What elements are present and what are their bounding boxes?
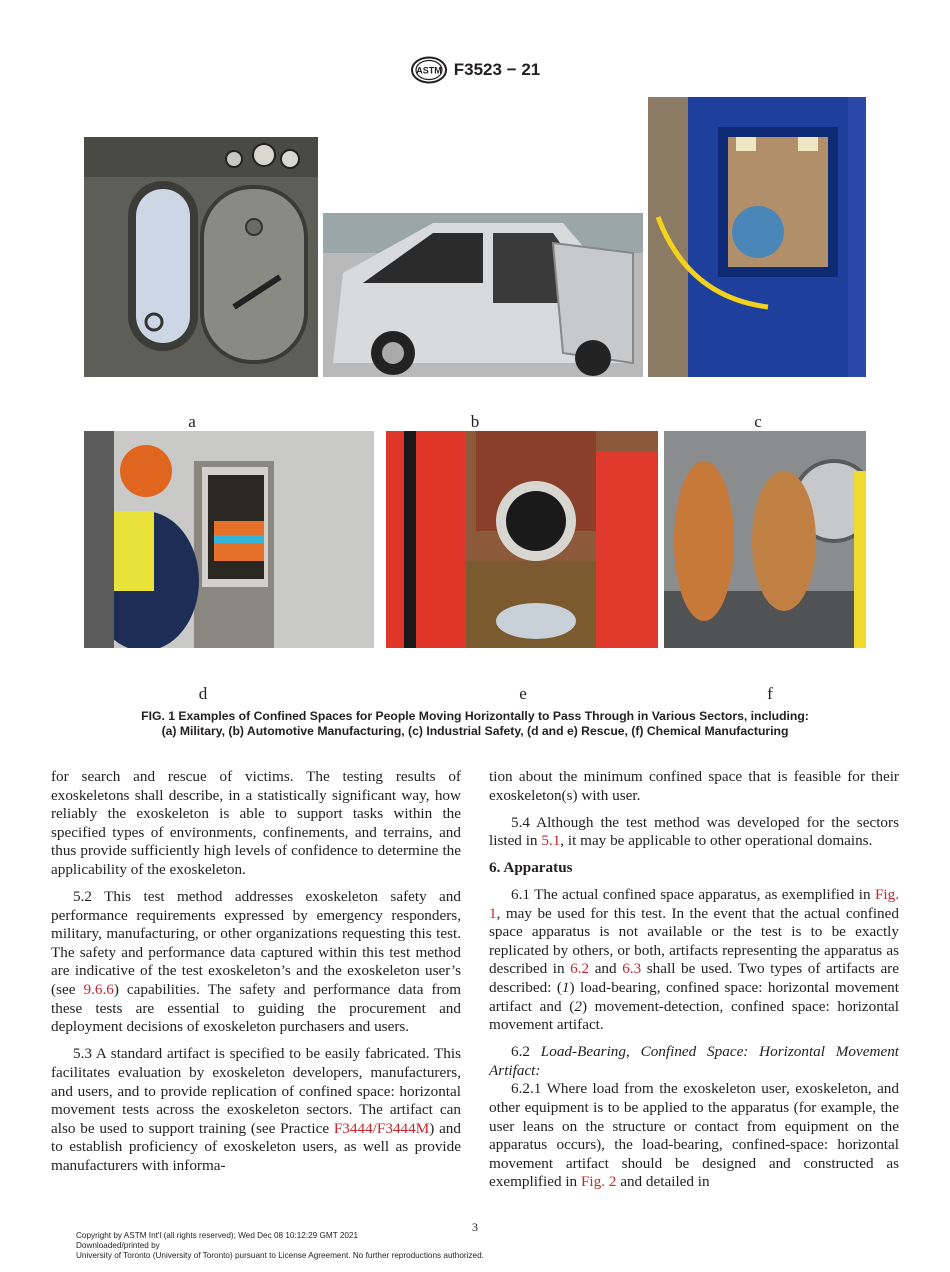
- page-number: 3: [472, 1220, 478, 1234]
- link-fig-1[interactable]: Fig. 1: [489, 885, 899, 922]
- figure-caption-line-1: FIG. 1 Examples of Confined Spaces for People Moving Horizontally to Pass Through in Various Sectors, including:: [141, 709, 809, 723]
- figure-caption: [60, 709, 890, 738]
- panel-label-d: d: [198, 684, 208, 703]
- link-6-2[interactable]: 6.2: [570, 960, 590, 978]
- link-fig-2[interactable]: Fig. 2: [580, 1173, 617, 1191]
- copyright-footer: [76, 1231, 484, 1262]
- page-header: [0, 56, 950, 89]
- paragraph-5-3-continued: tion about the minimum confined space that is feasible for their exoskeleton(s) with user.: [489, 768, 899, 804]
- footer-line-2: Downloaded/printed by: [76, 1241, 160, 1251]
- svg-text:ASTM: ASTM: [416, 65, 442, 76]
- figure-panel-a-military-hatch: [84, 137, 318, 377]
- footer-line-3: University of Toronto (University of Toronto) pursuant to License Agreement. No further reproductions authorized.: [76, 1251, 484, 1261]
- panel-label-b: b: [470, 412, 480, 431]
- left-column: [51, 768, 461, 1184]
- document-id: F3523 − 21: [453, 60, 541, 79]
- astm-logo: [410, 56, 448, 84]
- figure-panel-e-rescue-culvert: [386, 431, 658, 648]
- figure-panel-d-rescue-window: [84, 431, 374, 648]
- link-9-6-6[interactable]: 9.6.6: [83, 981, 114, 999]
- paragraph-6-1: 6.1 The actual confined space apparatus, as exemplified in Fig. 1, may be used for this test. In the event that the actual confined space apparatus is not available or the test is to be exactly replicated by others, or both, artifacts representing the apparatus as described in 6.2 and 6.3 shall be used. Two types of artifacts are described: (1) load-bearing, confined space: horizontal movement artifact and (2) movement-detection, confined space: horizontal movement artifact.: [489, 885, 899, 1034]
- paragraph-5-4: 5.4 Although the test method was developed for the sectors listed in 5.1, it may be applicable to other operational domains.: [489, 813, 899, 850]
- link-6-3[interactable]: 6.3: [622, 960, 642, 978]
- panel-label-e: e: [519, 684, 527, 703]
- paragraph-6-2-heading: 6.2 Load-Bearing, Confined Space: Horizontal Movement Artifact:: [489, 1043, 900, 1079]
- link-f3444[interactable]: F3444/F3444M: [333, 1119, 430, 1137]
- panel-label-f: f: [767, 684, 773, 703]
- figure-panel-b-car-door: [323, 213, 643, 377]
- footer-line-1: Copyright by ASTM Int'l (all rights reserved); Wed Dec 08 10:12:29 GMT 2021: [76, 1231, 359, 1240]
- panel-label-a: a: [188, 412, 196, 431]
- link-5-1[interactable]: 5.1: [541, 832, 561, 850]
- section-heading-apparatus: 6. Apparatus: [489, 859, 573, 877]
- paragraph-5-3: 5.3 A standard artifact is specified to be easily fabricated. This facilitates evaluation by exoskeleton developers, manufacturers, and users, and to provide replication of confined space: horizontal movement tests across the exoskeleton sectors. The artifact can also be used to support training (see Practice F3444/F3444M) and to establish proficiency of exoskeleton users, as well as provide manufacturers with informa-: [51, 1045, 461, 1174]
- figure-panel-c-industrial-window: [648, 97, 866, 377]
- right-column: [489, 768, 899, 1200]
- paragraph-6-2-1: 6.2.1 Where load from the exoskeleton user, exoskeleton, and other equipment is to be applied to the apparatus (for example, the user leans on the structure or contact from equipment on the apparatus occurs), the load-bearing, confined-space: horizontal movement artifact should be designed and constructed as exemplified in Fig. 2 and detailed in: [489, 1080, 899, 1191]
- figure-panel-f-chemical-hatch: [664, 431, 866, 648]
- panel-label-c: c: [754, 412, 762, 431]
- paragraph-5-1-continued: for search and rescue of victims. The testing results of exoskeletons shall describe, in a statistically significant way, how reliably the exoskeleton is able to support tasks within the specified types of environments, confinements, and terrains, and thus provide sufficiently high levels of confidence to determine the applicability of the exoskeleton.: [51, 768, 461, 878]
- figure-caption-line-2: (a) Military, (b) Automotive Manufacturing, (c) Industrial Safety, (d and e) Rescue, (f) Chemical Manufacturing: [161, 723, 789, 738]
- paragraph-5-2: 5.2 This test method addresses exoskeleton safety and performance requirements expressed by emergency responders, military, manufacturing, or other organizations requesting this test. The safety and performance data captured within this test method are indicative of the test exoskeleton’s and the exoskeleton user’s (see 9.6.6) capabilities. The safety and performance data from these tests are essential to guiding the procurement and deployment decisions of exoskeleton purchasers and users.: [51, 888, 462, 1036]
